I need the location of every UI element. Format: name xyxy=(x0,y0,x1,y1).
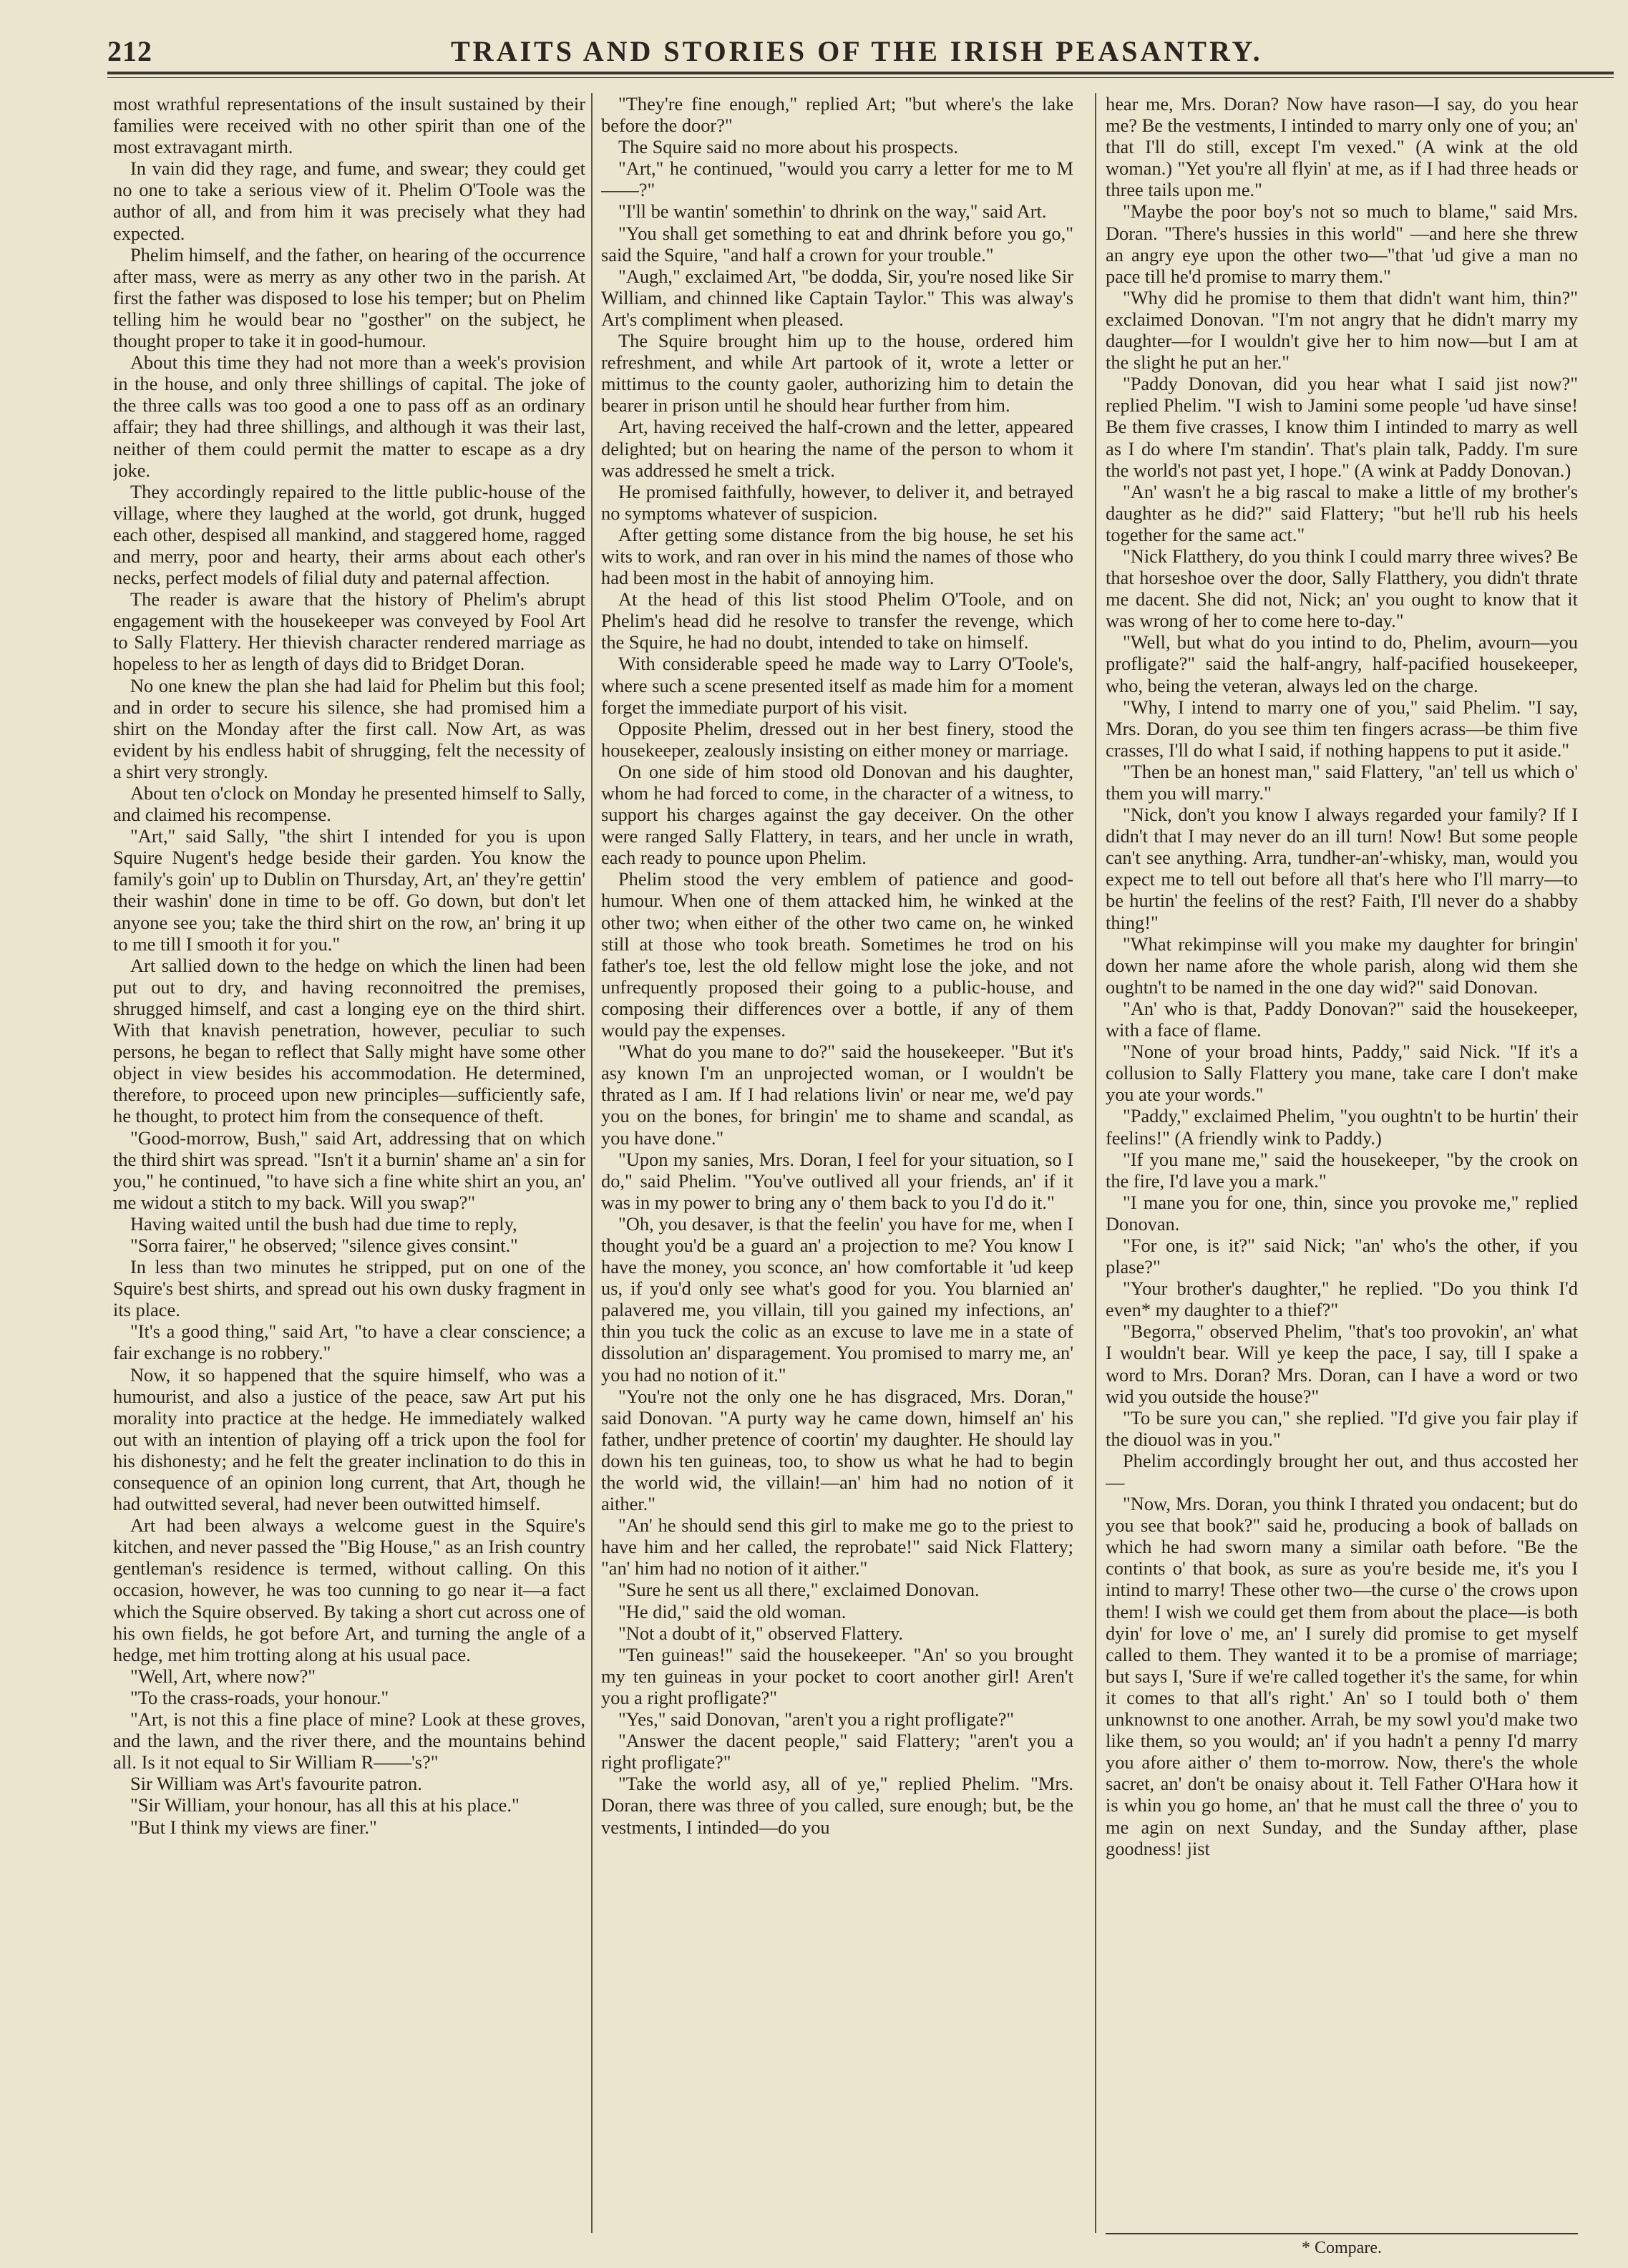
paragraph: The Squire said no more about his prospects. xyxy=(618,136,958,158)
paragraph: "You shall get something to eat and dhrink before you go," said the Squire, "and half a crown for your trouble." xyxy=(601,222,1073,266)
paragraph: "For one, is it?" said Nick; "an' who's the other, if you plase?" xyxy=(1106,1234,1578,1278)
text-column-left xyxy=(113,93,585,2233)
paragraph: Having waited until the bush had due time to reply, xyxy=(130,1212,517,1235)
paragraph: They accordingly repaired to the little public-house of the village, where they laughed at the world, got drunk, hugged each other, despised all mankind, and staggered home, ragged and merry, poor and hearty, their arms about each other's necks, perfect models of filial duty and paternal affection. xyxy=(113,480,585,589)
paragraph: "Upon my sanies, Mrs. Doran, I feel for your situation, so I do," said Phelim. "You've outlived all your friends, an' if it was in my power to bring any o' them back to you I'd do it." xyxy=(601,1148,1073,1213)
paragraph: Opposite Phelim, dressed out in her best finery, stood the housekeeper, zealously insisting on either money or marriage. xyxy=(601,717,1073,761)
paragraph: Phelim stood the very emblem of patience and good-humour. When one of them attacked him, he winked at the other two; when either of the other two came on, he winked still at those who took breath. Sometimes he trod on his father's toe, lest the old fellow might lose the joke, and not unfrequently proposed their going to a public-house, and composing their differences over a bottle, if any of them would pay the expenses. xyxy=(601,868,1073,1041)
paragraph: "I mane you for one, thin, since you provoke me," replied Donovan. xyxy=(1106,1191,1578,1235)
paragraph: "Not a doubt of it," observed Flattery. xyxy=(618,1622,904,1644)
paragraph: "Begorra," observed Phelim, "that's too provokin', an' what I wouldn't bear. Will ye keep the pace, I say, till I spake a word to Mrs. Doran? Mrs. Doran, can I have a word or two wid you outside the house?" xyxy=(1106,1320,1578,1407)
paragraph: No one knew the plan she had laid for Phelim but this fool; and in order to secure his silence, she had promised him a shirt on the Monday after the first call. Now Art, as was evident by his endless habit of shrugging, felt the necessity of a shirt very strongly. xyxy=(113,674,585,782)
paragraph: "To the crass-roads, your honour." xyxy=(130,1686,389,1708)
paragraph: "You're not the only one he has disgraced, Mrs. Doran," said Donovan. "A purty way he came down, himself an' his father, undher pretence of coortin' my daughter. He should lay down his ten guineas, too, to show us what he had to begin the world wid, the villain!—an' him had no notion of it aither." xyxy=(601,1385,1073,1515)
paragraph: "Art, is not this a fine place of mine? Look at these groves, and the lawn, and the river there, and the mountains behind all. Is it not equal to Sir William R——'s?" xyxy=(113,1708,585,1773)
paragraph: "Ten guineas!" said the housekeeper. "An' so you brought my ten guineas in your pocket to coort another girl! Aren't you a right profligate?" xyxy=(601,1643,1073,1708)
paragraph: The reader is aware that the history of Phelim's abrupt engagement with the housekeeper was conveyed by Fool Art to Sally Flattery. Her thievish character rendered marriage as hopeless to her as length of days did to Bridget Doran. xyxy=(113,588,585,675)
paragraph: "Well, but what do you intind to do, Phelim, avourn—you profligate?" said the half-angry, half-pacified housekeeper, who, being the veteran, always led on the charge. xyxy=(1106,631,1578,696)
paragraph: "Sorra fairer," he observed; "silence gives consint." xyxy=(130,1234,518,1256)
paragraph: "What do you mane to do?" said the housekeeper. "But it's asy known I'm an unprojected woman, or I wouldn't be thrated as I am. If I had relations livin' or near me, we'd pay you on the bones, for bringin' me to shame and scandal, as you have done." xyxy=(601,1041,1073,1149)
paragraph: "Why, I intend to marry one of you," said Phelim. "I say, Mrs. Doran, do you see thim ten fingers acrass—be thim five crasses, I'll do what I said, if nothing happens to put it aside." xyxy=(1106,696,1578,761)
paragraph: "Paddy," exclaimed Phelim, "you oughtn't to be hurtin' their feelins!" (A friendly wink to Paddy.) xyxy=(1106,1105,1578,1149)
header-rule xyxy=(107,72,1614,74)
paragraph: "Your brother's daughter," he replied. "Do you think I'd even* my daughter to a thief?" xyxy=(1106,1277,1578,1321)
paragraph: hear me, Mrs. Doran? Now have rason—I say, do you hear me? Be the vestments, I intinded to marry only one of you; an' that I'll do still, except I'm vexed." (A wink at the old woman.) "Yet you're all flyin' at me, as if I had three heads or three tails upon me." xyxy=(1106,93,1578,201)
paragraph: "Take the world asy, all of ye," replied Phelim. "Mrs. Doran, there was three of you called, sure enough; but, be the vestments, I intinded—do you xyxy=(601,1773,1073,1838)
paragraph: "An' he should send this girl to make me go to the priest to have him and her called, the reprobate!" said Nick Flattery; "an' him had no notion of it aither." xyxy=(601,1514,1073,1580)
paragraph: "Answer the dacent people," said Flattery; "aren't you a right profligate?" xyxy=(601,1730,1073,1773)
paragraph: About ten o'clock on Monday he presented himself to Sally, and claimed his recompense. xyxy=(113,782,585,826)
page-header xyxy=(107,34,1560,72)
paragraph: About this time they had not more than a week's provision in the house, and only three shillings of capital. The joke of the three calls was too good a one to pass off as an ordinary affair; they had three shillings, and although it was their last, neither of them could permit the matter to escape as a dry joke. xyxy=(113,351,585,481)
paragraph: In vain did they rage, and fume, and swear; they could get no one to take a serious view of it. Phelim O'Toole was the author of all, and from him it was precisely what they had expected. xyxy=(113,157,585,244)
paragraph: "Why did he promise to them that didn't want him, thin?" exclaimed Donovan. "I'm not angry that he didn't marry my daughter—for I wouldn't give her to him now—but I am at the slight he put an her." xyxy=(1106,286,1578,374)
paragraph: "Augh," exclaimed Art, "be dodda, Sir, you're nosed like Sir William, and chinned like Captain Taylor." This was alway's Art's compliment when pleased. xyxy=(601,265,1073,330)
paragraph: At the head of this list stood Phelim O'Toole, and on Phelim's head did he resolve to transfer the revenge, which the Squire, he had no doubt, intended to take on himself. xyxy=(601,588,1073,653)
paragraph: Art had been always a welcome guest in the Squire's kitchen, and never passed the "Big House," as an Irish country gentleman's residence is termed, without calling. On this occasion, however, he was too cunning to go near it—a fact which the Squire observed. By taking a short cut across one of his own fields, he got before Art, and turning the angle of a hedge, met him trotting along at his usual pace. xyxy=(113,1514,585,1665)
paragraph: "Paddy Donovan, did you hear what I said jist now?" replied Phelim. "I wish to Jamini some people 'ud have sinse! Be them five crasses, I know thim I intinded to marry as well as I do where I'm standin'. That's plain talk, Paddy. I'm sure the world's not past yet, I hope." (A wink at Paddy Donovan.) xyxy=(1106,373,1578,481)
paragraph: "He did," said the old woman. xyxy=(618,1600,847,1622)
paragraph: "An' wasn't he a big rascal to make a little of my brother's daughter as he did?" said Flattery; "but he'll rub his heels together for the same act." xyxy=(1106,480,1578,545)
paragraph: "To be sure you can," she replied. "I'd give you fair play if the diouol was in you." xyxy=(1106,1406,1578,1450)
page-number: 212 xyxy=(107,35,152,67)
paragraph: "Nick, don't you know I always regarded your family? If I didn't that I may never do an ill turn! Now! But some people can't see anything. Arra, tundher-an'-whisky, man, would you expect me to tell out before all that's here who I'll marry—to be hurtin' the feelins of the rest? Faith, I'll never do a shabby thing!" xyxy=(1106,804,1578,933)
paragraph: "Good-morrow, Bush," said Art, addressing that on which the third shirt was spread. "Isn't it a burnin' shame an' a sin for you," he continued, "to have sich a fine white shirt an you, an' me widout a stitch to my back. Will you swap?" xyxy=(113,1126,585,1213)
paragraph: "Well, Art, where now?" xyxy=(130,1665,316,1687)
column-divider xyxy=(1095,93,1096,2233)
paragraph: He promised faithfully, however, to deliver it, and betrayed no symptoms whatever of suspicion. xyxy=(601,480,1073,524)
paragraph: "None of your broad hints, Paddy," said Nick. "If it's a collusion to Sally Flattery you mane, take care I don't make you ate your words." xyxy=(1106,1041,1578,1106)
paragraph: "Nick Flatthery, do you think I could marry three wives? Be that horseshoe over the door, Sally Flatthery, you didn't thrate me dacent. She did not, Nick; an' you ought to know that it was wrong of her to come here to-day." xyxy=(1106,545,1578,632)
paragraph: "Maybe the poor boy's not so much to blame," said Mrs. Doran. "There's hussies in this world" —and here she threw an angry eye upon the other two—"that 'ud give a man no pace till he'd promise to marry them." xyxy=(1106,200,1578,287)
paragraph: Phelim himself, and the father, on hearing of the occurrence after mass, were as merry as any other two in the parish. At first the father was disposed to lose his temper; but on Phelim telling him he would bear no "gosther" on the subject, he thought proper to take it in good-humour. xyxy=(113,243,585,352)
paragraph: "An' who is that, Paddy Donovan?" said the housekeeper, with a face of flame. xyxy=(1106,997,1578,1041)
paragraph: "It's a good thing," said Art, "to have a clear conscience; a fair exchange is no robbery." xyxy=(113,1320,585,1364)
paragraph: "I'll be wantin' somethin' to dhrink on the way," said Art. xyxy=(618,200,1047,223)
paragraph: With considerable speed he made way to Larry O'Toole's, where such a scene presented itself as made him for a moment forget the immediate purport of his visit. xyxy=(601,653,1073,718)
paragraph: "But I think my views are finer." xyxy=(130,1816,377,1838)
paragraph: "Sure he sent us all there," exclaimed Donovan. xyxy=(618,1579,980,1601)
paragraph: The Squire brought him up to the house, ordered him refreshment, and while Art partook of it, wrote a letter or mittimus to the county gaoler, authorizing him to detain the bearer in prison until he should hear further from him. xyxy=(601,330,1073,417)
paragraph: Phelim accordingly brought her out, and thus accosted her— xyxy=(1106,1449,1578,1493)
paragraph: Sir William was Art's favourite patron. xyxy=(130,1773,422,1795)
text-column-middle xyxy=(601,93,1073,2233)
paragraph: Now, it so happened that the squire himself, who was a humourist, and also a justice of the peace, saw Art put his morality into practice at the hedge. He immediately walked out with an intention of playing off a trick upon the fool for his dishonesty; and he felt the greater inclination to do this in consequence of an opinion long current, that Art, though he had outwitted several, had never been outwitted himself. xyxy=(113,1363,585,1515)
paragraph: "Oh, you desaver, is that the feelin' you have for me, when I thought you'd be a guard an' a projection to me? You know I have the money, you sconce, an' how comfortable it 'ud keep us, if you'd only see what's good for you. You blarnied an' palavered me, you villain, till you gained my infections, an' thin you tuck the colic as an excuse to lave me in a state of dissolution an' disparagement. You promised to marry me, an' you had no notion of it." xyxy=(601,1212,1073,1386)
paragraph: "Sir William, your honour, has all this at his place." xyxy=(130,1794,520,1816)
paragraph: "Art," he continued, "would you carry a letter for me to M——?" xyxy=(601,157,1073,201)
paragraph: "What rekimpinse will you make my daughter for bringin' down her name afore the whole parish, along wid them she oughtn't to be named in the one day wid?" said Donovan. xyxy=(1106,933,1578,998)
paragraph: "Now, Mrs. Doran, you think I thrated you ondacent; but do you see that book?" said he, producing a book of ballads on which he had sworn many a similar oath before. "Be the contints o' that book, as sure as you're beside me, it's you I intind to marry! These other two—the curse o' the crows upon them! I wish we could get them from about the place—is both dyin' for love o' me, an' I surely did promise to get myself called to them. They wanted it to be a promise of marriage; but says I, 'Sure if we're called together it's the same, for whin it comes to that all's right.' An' so I tould both o' them unknownst to one another. Arrah, be my sowl you'd make two like them, so you would; an' if you hadn't a penny I'd marry you afore aither o' them to-morrow. Now, there's the whole sacret, an' don't be onaisy about it. Tell Father O'Hara how it is whin you go home, an' that he must call the three o' you to me agin on next Sunday, and the Sunday afther, plase goodness! jist xyxy=(1106,1493,1578,1859)
text-column-right xyxy=(1106,93,1578,2233)
paragraph: Art sallied down to the hedge on which the linen had been put out to dry, and having reconnoitred the premises, shrugged himself, and cast a longing eye on the third shirt. With that knavish penetration, however, peculiar to such persons, he began to reflect that Sally might have some other object in view besides his accommodation. He determined, therefore, to proceed upon new principles—sufficiently safe, he thought, to protect him from the consequence of theft. xyxy=(113,954,585,1127)
footnote-rule xyxy=(1106,2233,1578,2234)
header-rule-thin xyxy=(107,77,1614,78)
paragraph: "If you mane me," said the housekeeper, "by the crook on the fire, I'd lave you a mark." xyxy=(1106,1148,1578,1192)
paragraph: "They're fine enough," replied Art; "but where's the lake before the door?" xyxy=(601,93,1073,137)
paragraph: In less than two minutes he stripped, put on one of the Squire's best shirts, and spread out his own dusky fragment in its place. xyxy=(113,1256,585,1321)
column-divider xyxy=(591,93,593,2233)
paragraph: most wrathful representations of the insult sustained by their families were received with no other spirit than one of the most extravagant mirth. xyxy=(113,93,585,158)
paragraph: On one side of him stood old Donovan and his daughter, whom he had forced to come, in the character of a witness, to support his charges against the gay deceiver. On the other were ranged Sally Flattery, in tears, and her uncle in wrath, each ready to pounce upon Phelim. xyxy=(601,760,1073,869)
paragraph: Art, having received the half-crown and the letter, appeared delighted; but on hearing the name of the person to whom it was addressed he smelt a trick. xyxy=(601,416,1073,481)
paragraph: "Then be an honest man," said Flattery, "an' tell us which o' them you will marry." xyxy=(1106,760,1578,804)
footnote: * Compare. xyxy=(1302,2239,1382,2257)
paragraph: "Art," said Sally, "the shirt I intended for you is upon Squire Nugent's hedge beside their garden. You know the family's goin' up to Dublin on Thursday, Art, an' they're gettin' their washin' done in time to be off. Go down, but don't let anyone see you; take the third shirt on the row, an' bring it up to me till I smooth it for you." xyxy=(113,825,585,955)
paragraph: "Yes," said Donovan, "aren't you a right profligate?" xyxy=(618,1708,1015,1731)
running-title: TRAITS AND STORIES OF THE IRISH PEASANTRY. xyxy=(451,35,1263,67)
paragraph: After getting some distance from the big house, he set his wits to work, and ran over in his mind the names of those who had been most in the habit of annoying him. xyxy=(601,523,1073,589)
